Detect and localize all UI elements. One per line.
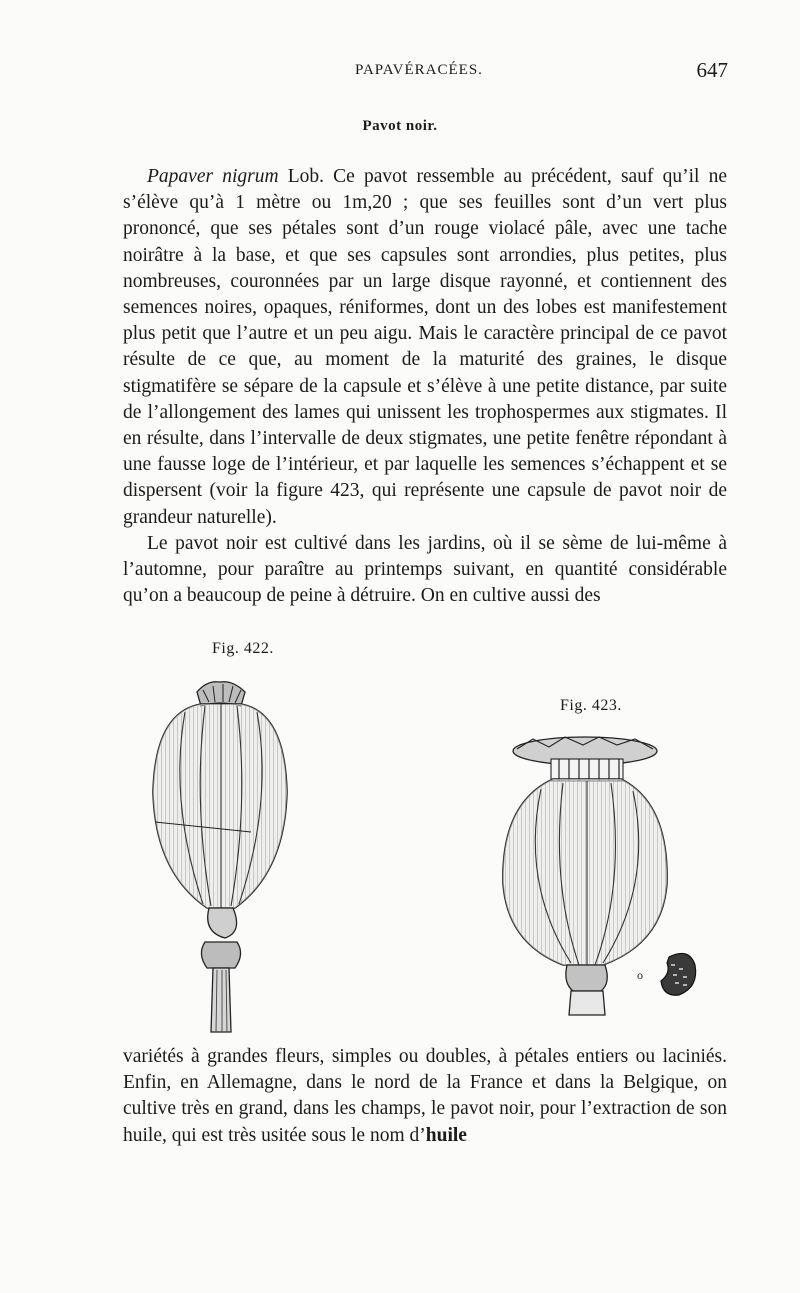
page-number: 647 [696, 58, 728, 82]
paragraph-1-text: Lob. Ce pavot ressemble au précédent, sauf qu’il ne s’élève qu’à 1 mètre ou 1m,20 ; que ses feuilles sont d’un vert plus prononcé, que ses pétales sont d’un rouge violacé pâle, avec une tache noirâtre à la base, et que ses capsules sont arrondies, plus petites, plus nombreuses, couronnées par un large disque rayonné, et contiennent des semences noires, opaques, réniformes, dont un des lobes est manifestement plus petit que l’autre et un peu aigu. Mais le caractère principal de ce pavot résulte de ce que, au moment de la maturité des graines, le disque stigmatifère se sépare de la capsule et s’élève à une petite distance, par suite de l’allongement des lames qui unissent les trophospermes aux stigmates. Il en résulte, dans l’intervalle de deux stigmates, une petite fenêtre répondant à une fausse loge de l’intérieur, et par laquelle les semences s’échappent et se dispersent (voir la figure 423, qui représente une capsule de pavot noir de grandeur naturelle). [123, 166, 727, 528]
body-text-top [123, 164, 727, 609]
paragraph-3-text: variétés à grandes fleurs, simples ou doubles, à pétales entiers ou laciniés. Enfin, en Allemagne, dans le nord de la France et dans la Belgique, on cultive très en grand, dans les champs, le pavot noir, pour l’extraction de son huile, qui est très usitée sous le nom d’ [123, 1046, 727, 1146]
figure-422-caption: Fig. 422. [212, 640, 274, 657]
figure-423-caption: Fig. 423. [560, 697, 622, 714]
seed-small-label: o [637, 968, 643, 982]
section-title: Pavot noir. [362, 118, 438, 134]
paragraph-1 [123, 164, 727, 531]
paragraph-2: Le pavot noir est cultivé dans les jardins, où il se sème de lui-même à l’automne, pour paraître au printemps suivant, en quantité considérable qu’on a beaucoup de peine à détruire. On en cultive aussi des [123, 532, 727, 607]
figure-422-poppy-capsule [145, 672, 295, 1034]
running-title: PAPAVÉRACÉES. [355, 62, 483, 78]
paragraph-3-bold-word: huile [425, 1124, 467, 1146]
running-header [0, 58, 800, 88]
enlarged-seed-drawing [661, 953, 696, 995]
figure-423-poppy-capsule [493, 733, 703, 1023]
scientific-name: Papaver nigrum [147, 166, 279, 187]
body-text-bottom [123, 1044, 727, 1149]
paragraph-3 [123, 1044, 727, 1149]
